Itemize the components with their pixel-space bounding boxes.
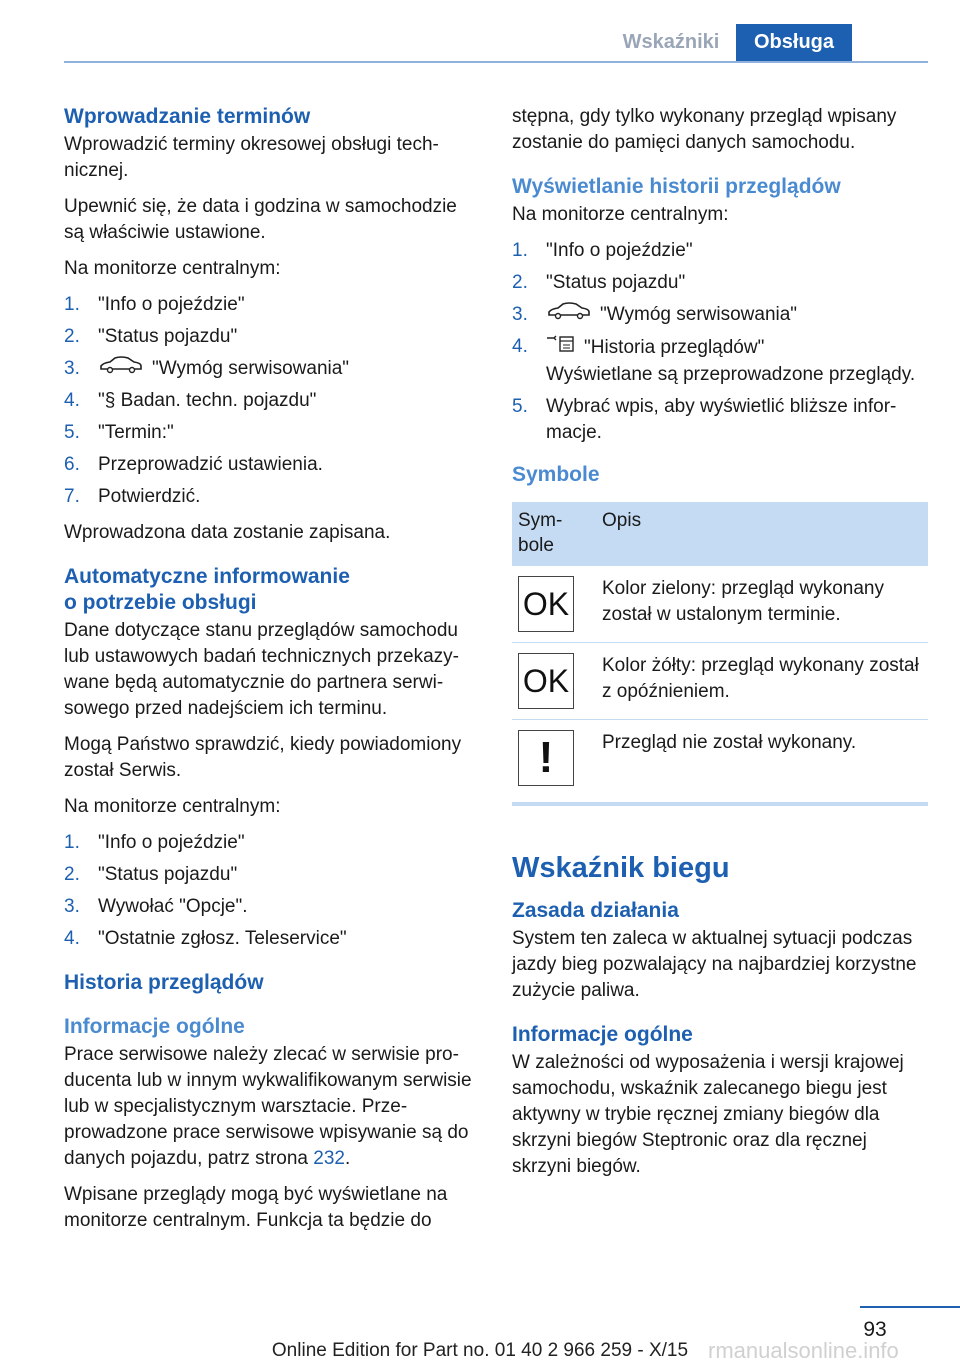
steps-list-historia bbox=[512, 238, 928, 446]
column-header-opis: Opis bbox=[596, 502, 928, 566]
list-item: 2. "Status pojazdu" bbox=[64, 326, 238, 347]
symbol-description: Przegląd nie został wykonany. bbox=[602, 732, 857, 754]
paragraph: Mogą Państwo sprawdzić, kiedy powiadomiony został Serwis. bbox=[64, 734, 462, 782]
heading-wyswietlanie-historii: Wyświetlanie historii przeglądów bbox=[512, 175, 841, 198]
paragraph: Upewnić się, że data i godzina w samochodzie są właściwie ustawione. bbox=[64, 196, 457, 243]
footer-divider bbox=[860, 1306, 960, 1308]
footer-edition: Online Edition for Part no. 01 40 2 966 259 - X/15 bbox=[271, 1340, 689, 1361]
heading-symbole: Symbole bbox=[512, 463, 600, 487]
list-item: 4. "Ostatnie zgłosz. Teleservice" bbox=[64, 928, 347, 950]
exclamation-symbol: ! bbox=[518, 730, 574, 786]
paragraph: Wpisane przeglądy mogą być wyświetlane na monitorze centralnym. Funkcja ta będzie do bbox=[64, 1184, 448, 1232]
paragraph: System ten zaleca w aktualnej sytuacji podczas jazdy bieg pozwalający na najbardziej korzystne zużycie paliwa. bbox=[512, 928, 917, 1002]
symbol-description: Kolor żółty: przegląd wykonany został z opóźnieniem. bbox=[596, 643, 928, 720]
watermark: rmanualsonline.info bbox=[708, 1338, 899, 1362]
heading-wskaznik-biegu: Wskaźnik biegu bbox=[512, 852, 730, 885]
list-item: 2. "Status pojazdu" bbox=[64, 864, 238, 886]
table-row bbox=[512, 566, 928, 643]
paragraph: Dane dotyczące stanu przeglądów samochodu lub ustawowych badań technicznych przekazywane będą automatycznie do partnera serwisowego przed nadejściem ich terminu. bbox=[64, 620, 459, 720]
table-row bbox=[512, 720, 928, 797]
table-row bbox=[512, 643, 928, 720]
paragraph: stępna, gdy tylko wykonany przegląd wpisany zostanie do pamięci danych samochodu. bbox=[512, 106, 897, 153]
column-header-symbole: Symbole bbox=[512, 502, 596, 566]
list-item: 1. "Info o pojeździe" bbox=[512, 240, 693, 261]
heading-automatyczne-informowanie: Automatyczne informowanie o potrzebie obsługi bbox=[64, 565, 350, 615]
table-header-row bbox=[512, 502, 928, 566]
symbol-description: Kolor zielony: przegląd wykonany został w ustalonym terminie. bbox=[596, 566, 928, 643]
page-link-232[interactable]: 232 bbox=[313, 1148, 345, 1170]
heading-historia-przegladow: Historia przeglądów bbox=[64, 971, 264, 995]
list-item: 1. "Info o pojeździe" bbox=[64, 294, 245, 315]
list-item: 1. "Info o pojeździe" bbox=[64, 832, 245, 854]
service-history-icon bbox=[546, 334, 576, 362]
list-item: 3. Wywołać "Opcje". bbox=[64, 896, 248, 918]
list-item: 3. "Wymóg serwisowania" bbox=[512, 302, 928, 328]
page-number: 93 bbox=[863, 1318, 887, 1341]
paragraph: Wprowadzona data zostanie zapisana. bbox=[64, 522, 391, 544]
list-item: 2. "Status pojazdu" bbox=[512, 272, 686, 293]
list-item: 4. "§ Badan. techn. pojazdu" bbox=[64, 390, 317, 412]
list-item: 5. Wybrać wpis, aby wyświetlić bliższe informacje. bbox=[512, 396, 897, 444]
steps-list-teleservice bbox=[64, 830, 480, 952]
list-item: 6. Przeprowadzić ustawienia. bbox=[64, 454, 323, 476]
list-item: 4. "Historia przeglądów" Wyświetlane są przeprowadzone przeglądy. bbox=[512, 336, 916, 386]
header-tab-wskazniki[interactable]: Wskaźniki bbox=[606, 24, 736, 61]
list-item: 7. Potwierdzić. bbox=[64, 486, 201, 508]
right-column bbox=[512, 104, 928, 1190]
paragraph: Na monitorze centralnym: bbox=[512, 204, 729, 225]
ok-green-symbol: OK bbox=[518, 576, 574, 632]
subheading-informacje-ogolne: Informacje ogólne bbox=[512, 1023, 693, 1047]
subheading-informacje-ogolne: Informacje ogólne bbox=[64, 1015, 245, 1039]
header-tab-obsluga[interactable]: Obsługa bbox=[736, 24, 852, 61]
paragraph: Prace serwisowe należy zlecać w serwisie producenta lub w innym wykwalifikowanym serwisie lub w specjalistycznym warsztacie. Przeprowadzone prace serwisowe wpisywanie są do danych pojazdu, patrz strona 232. bbox=[64, 1044, 472, 1170]
header-divider bbox=[64, 61, 928, 63]
paragraph: W zależności od wyposażenia i wersji krajowej samochodu, wskaźnik zalecanego biegu jest aktywny w trybie ręcznej zmiany biegów dla skrzyni biegów Steptronic oraz dla ręcznej skrzyni biegów. bbox=[512, 1052, 904, 1178]
paragraph: Wprowadzić terminy okresowej obsługi technicznej. bbox=[64, 134, 439, 181]
heading-wprowadzanie-terminow: Wprowadzanie terminów bbox=[64, 105, 311, 128]
steps-list-terminy bbox=[64, 292, 480, 510]
paragraph: Na monitorze centralnym: bbox=[64, 258, 281, 279]
page-header bbox=[0, 0, 960, 62]
left-column bbox=[64, 104, 480, 1244]
car-icon bbox=[98, 356, 144, 382]
symbols-table bbox=[512, 502, 928, 796]
ok-yellow-symbol: OK bbox=[518, 653, 574, 709]
car-icon bbox=[546, 302, 592, 328]
list-item: 5. "Termin:" bbox=[64, 422, 174, 444]
subheading-zasada-dzialania: Zasada działania bbox=[512, 899, 679, 923]
list-item: 3. "Wymóg serwisowania" bbox=[64, 356, 480, 382]
table-bottom-rule bbox=[512, 802, 928, 806]
paragraph: Na monitorze centralnym: bbox=[64, 796, 281, 818]
